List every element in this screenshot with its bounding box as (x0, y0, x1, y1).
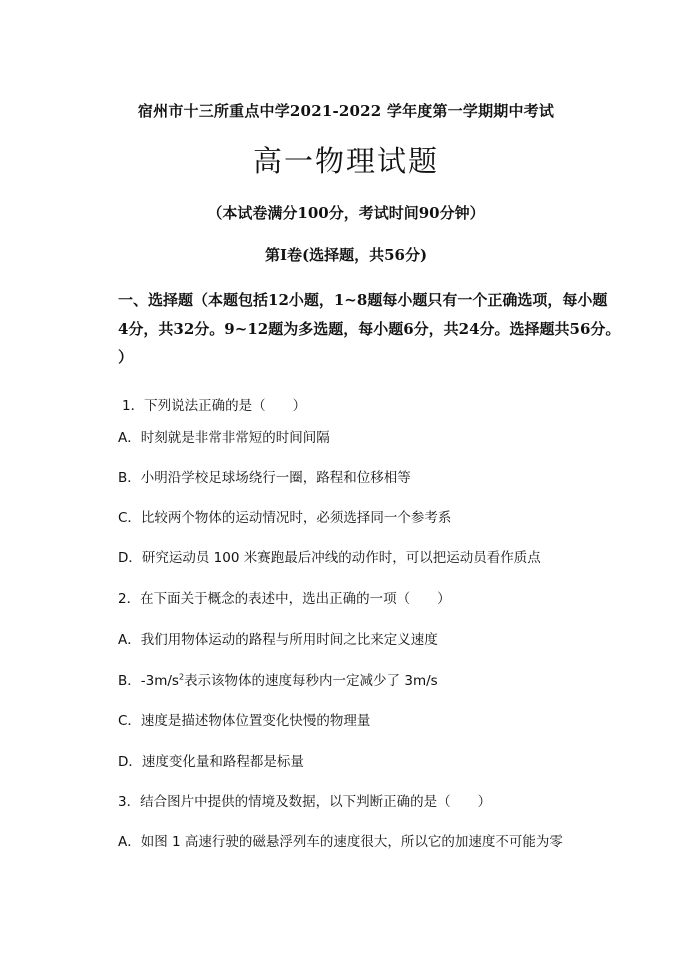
question-1-option-d: D．研究运动员 100 米赛跑最后冲线的动作时，可以把运动员看作质点 (118, 550, 541, 566)
school-header: 宿州市十三所重点中学2021-2022 学年度第一学期期中考试 (137, 102, 555, 120)
question-2-stem: 2．在下面关于概念的表述中，选出正确的一项（ ） (118, 591, 451, 607)
question-2-option-c: C．速度是描述物体位置变化快慢的物理量 (118, 713, 371, 729)
question-3-stem: 3．结合图片中提供的情境及数据，以下判断正确的是（ ） (118, 794, 492, 810)
exam-info: （本试卷满分100分，考试时间90分钟） (207, 204, 485, 222)
instruction-line: 一、选择题（本题包括12小题，1~8题每小题只有一个正确选项，每小题 (118, 291, 608, 309)
question-1-option-b: B．小明沿学校足球场绕行一圈，路程和位移相等 (118, 470, 411, 486)
question-1-option-a: A．时刻就是非常非常短的时间间隔 (118, 430, 330, 446)
question-3-option-a: A．如图 1 高速行驶的磁悬浮列车的速度很大，所以它的加速度不可能为零 (118, 834, 563, 850)
part-heading: 第Ⅰ卷(选择题，共56分) (264, 246, 428, 264)
instruction-line: ） (118, 348, 134, 366)
section-instructions (118, 286, 621, 372)
question-1-option-c: C．比较两个物体的运动情况时，必须选择同一个参考系 (118, 510, 452, 526)
option-b-text-after: 表示该物体的速度每秒内一定减少了 3m/s (184, 673, 438, 689)
question-2-option-b (118, 669, 438, 689)
instruction-line: 4分，共32分。9~12题为多选题，每小题6分，共24分。选择题共56分。 (118, 319, 621, 338)
option-b-text-before: B．-3m/s (118, 673, 179, 689)
option-b-superscript: 2 (178, 672, 185, 682)
question-1-stem: 1．下列说法正确的是（ ） (122, 398, 307, 414)
question-2-option-d: D．速度变化量和路程都是标量 (118, 754, 304, 770)
exam-title: 高一物理试题 (252, 144, 439, 178)
question-2-option-a: A．我们用物体运动的路程与所用时间之比来定义速度 (118, 632, 438, 648)
